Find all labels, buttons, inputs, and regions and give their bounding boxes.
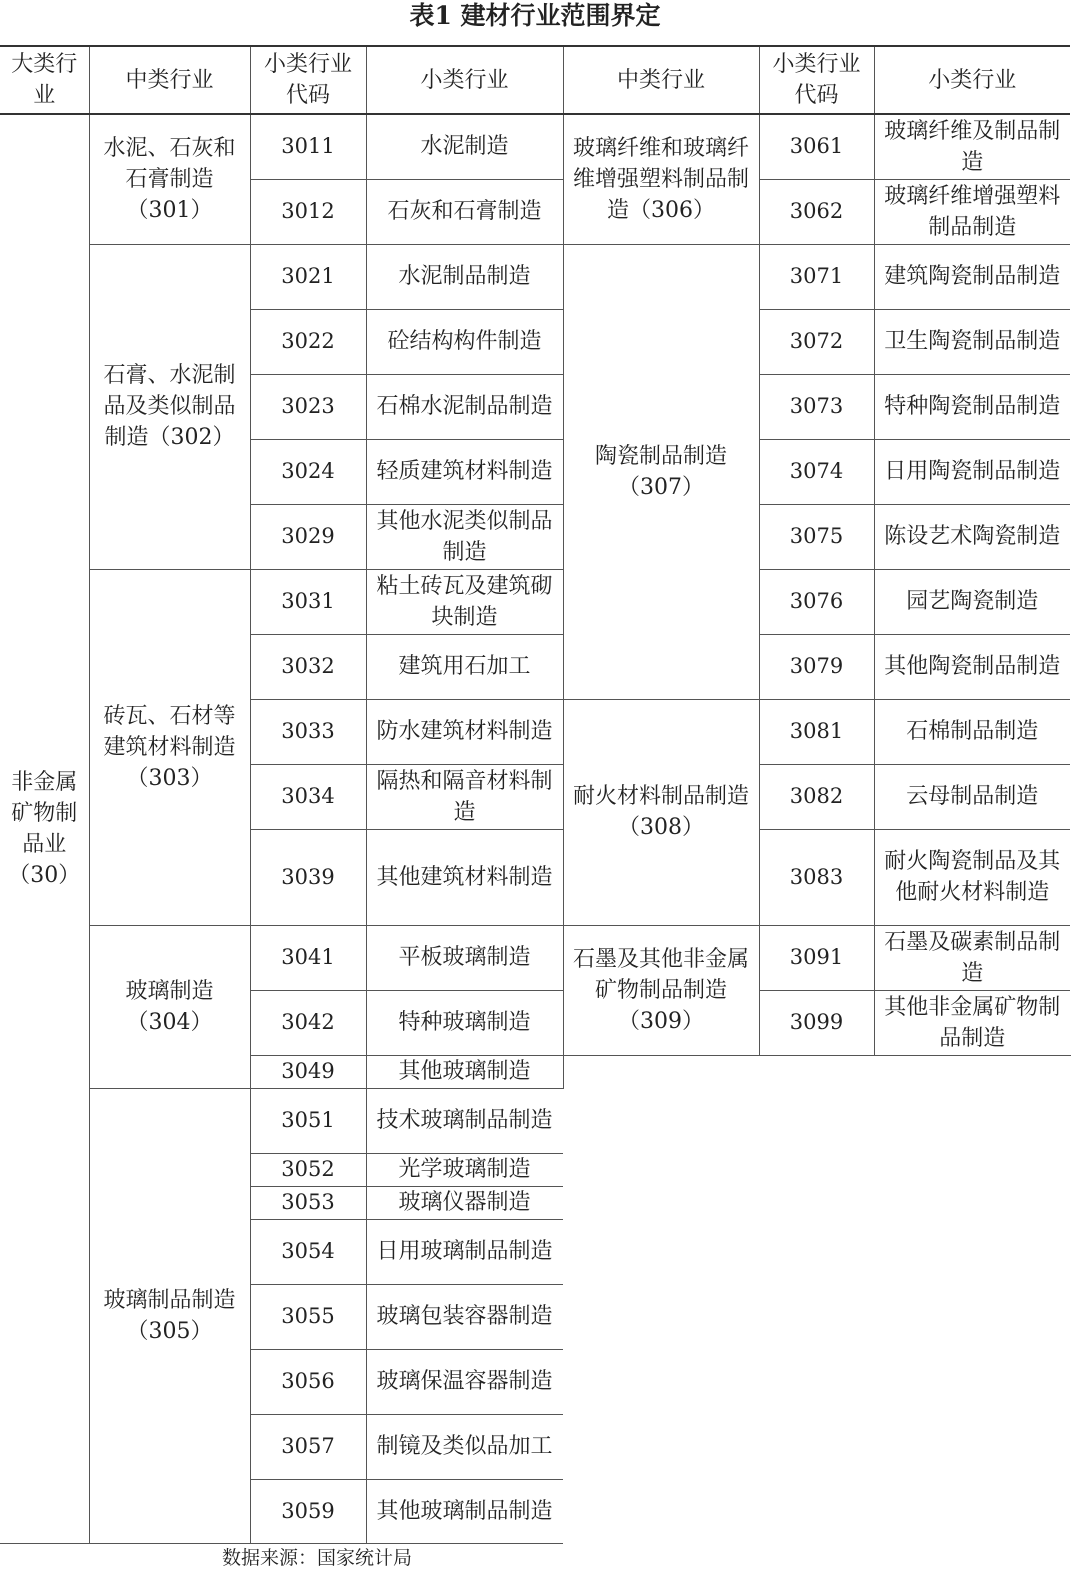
code-cell: 3049 bbox=[250, 1055, 366, 1088]
code-cell: 3057 bbox=[250, 1414, 366, 1479]
minor-cell: 粘土砖瓦及建筑砌块制造 bbox=[366, 569, 563, 634]
code-cell: 3021 bbox=[250, 244, 366, 309]
group-306: 玻璃纤维和玻璃纤维增强塑料制品制造（306） bbox=[563, 114, 759, 244]
header-row bbox=[0, 46, 1070, 114]
group-302: 石膏、水泥制品及类似制品制造（302） bbox=[89, 244, 250, 569]
code-cell: 3042 bbox=[250, 990, 366, 1055]
minor-cell: 耐火陶瓷制品及其他耐火材料制造 bbox=[874, 829, 1070, 925]
code-cell: 3031 bbox=[250, 569, 366, 634]
minor-cell: 玻璃纤维增强塑料制品制造 bbox=[874, 179, 1070, 244]
code-cell: 3073 bbox=[759, 374, 874, 439]
group-305: 玻璃制品制造（305） bbox=[89, 1088, 250, 1543]
header-major: 大类行业 bbox=[0, 46, 89, 114]
industry-table bbox=[0, 45, 1071, 1544]
table-row bbox=[0, 925, 1070, 990]
data-source-note: 数据来源：国家统计局 bbox=[222, 1547, 413, 1569]
minor-cell: 防水建筑材料制造 bbox=[366, 699, 563, 764]
code-cell: 3029 bbox=[250, 504, 366, 569]
code-cell: 3012 bbox=[250, 179, 366, 244]
minor-cell: 石灰和石膏制造 bbox=[366, 179, 563, 244]
code-cell: 3062 bbox=[759, 179, 874, 244]
group-307: 陶瓷制品制造（307） bbox=[563, 244, 759, 699]
code-cell: 3053 bbox=[250, 1186, 366, 1219]
minor-cell: 光学玻璃制造 bbox=[366, 1153, 563, 1186]
code-cell: 3032 bbox=[250, 634, 366, 699]
code-cell: 3011 bbox=[250, 114, 366, 179]
code-cell: 3061 bbox=[759, 114, 874, 179]
code-cell: 3074 bbox=[759, 439, 874, 504]
code-cell: 3082 bbox=[759, 764, 874, 829]
group-303: 砖瓦、石材等建筑材料制造（303） bbox=[89, 569, 250, 925]
code-cell: 3091 bbox=[759, 925, 874, 990]
code-cell: 3059 bbox=[250, 1479, 366, 1543]
minor-cell: 玻璃保温容器制造 bbox=[366, 1349, 563, 1414]
minor-cell: 其他建筑材料制造 bbox=[366, 829, 563, 925]
code-cell: 3076 bbox=[759, 569, 874, 634]
code-cell: 3055 bbox=[250, 1284, 366, 1349]
minor-cell: 特种陶瓷制品制造 bbox=[874, 374, 1070, 439]
minor-cell: 砼结构构件制造 bbox=[366, 309, 563, 374]
minor-cell: 水泥制品制造 bbox=[366, 244, 563, 309]
header-code-left: 小类行业代码 bbox=[250, 46, 366, 114]
table-row bbox=[0, 114, 1070, 179]
table-title: 表1 建材行业范围界定 bbox=[409, 1, 661, 30]
code-cell: 3034 bbox=[250, 764, 366, 829]
minor-cell: 玻璃包装容器制造 bbox=[366, 1284, 563, 1349]
minor-cell: 隔热和隔音材料制造 bbox=[366, 764, 563, 829]
code-cell: 3075 bbox=[759, 504, 874, 569]
code-cell: 3039 bbox=[250, 829, 366, 925]
code-cell: 3033 bbox=[250, 699, 366, 764]
group-309: 石墨及其他非金属矿物制品制造（309） bbox=[563, 925, 759, 1055]
minor-cell: 日用玻璃制品制造 bbox=[366, 1219, 563, 1284]
code-cell: 3051 bbox=[250, 1088, 366, 1153]
header-mid-right: 中类行业 bbox=[563, 46, 759, 114]
empty-area bbox=[563, 1055, 1070, 1543]
header-mid-left: 中类行业 bbox=[89, 46, 250, 114]
minor-cell: 建筑用石加工 bbox=[366, 634, 563, 699]
minor-cell: 石棉水泥制品制造 bbox=[366, 374, 563, 439]
minor-cell: 其他非金属矿物制品制造 bbox=[874, 990, 1070, 1055]
minor-cell: 其他水泥类似制品制造 bbox=[366, 504, 563, 569]
code-cell: 3023 bbox=[250, 374, 366, 439]
code-cell: 3071 bbox=[759, 244, 874, 309]
minor-cell: 平板玻璃制造 bbox=[366, 925, 563, 990]
header-code-right: 小类行业代码 bbox=[759, 46, 874, 114]
minor-cell: 特种玻璃制造 bbox=[366, 990, 563, 1055]
code-cell: 3022 bbox=[250, 309, 366, 374]
group-308: 耐火材料制品制造（308） bbox=[563, 699, 759, 925]
minor-cell: 园艺陶瓷制造 bbox=[874, 569, 1070, 634]
minor-cell: 技术玻璃制品制造 bbox=[366, 1088, 563, 1153]
minor-cell: 卫生陶瓷制品制造 bbox=[874, 309, 1070, 374]
minor-cell: 陈设艺术陶瓷制造 bbox=[874, 504, 1070, 569]
minor-cell: 玻璃纤维及制品制造 bbox=[874, 114, 1070, 179]
table-row bbox=[0, 569, 1070, 634]
group-301: 水泥、石灰和石膏制造（301） bbox=[89, 114, 250, 244]
header-minor-right: 小类行业 bbox=[874, 46, 1070, 114]
code-cell: 3052 bbox=[250, 1153, 366, 1186]
code-cell: 3099 bbox=[759, 990, 874, 1055]
major-industry-cell: 非金属矿物制品业（30） bbox=[0, 114, 89, 1543]
minor-cell: 其他陶瓷制品制造 bbox=[874, 634, 1070, 699]
minor-cell: 其他玻璃制品制造 bbox=[366, 1479, 563, 1543]
code-cell: 3079 bbox=[759, 634, 874, 699]
minor-cell: 石棉制品制造 bbox=[874, 699, 1070, 764]
minor-cell: 石墨及碳素制品制造 bbox=[874, 925, 1070, 990]
code-cell: 3072 bbox=[759, 309, 874, 374]
minor-cell: 玻璃仪器制造 bbox=[366, 1186, 563, 1219]
header-minor-left: 小类行业 bbox=[366, 46, 563, 114]
code-cell: 3083 bbox=[759, 829, 874, 925]
minor-cell: 制镜及类似品加工 bbox=[366, 1414, 563, 1479]
code-cell: 3056 bbox=[250, 1349, 366, 1414]
code-cell: 3024 bbox=[250, 439, 366, 504]
code-cell: 3041 bbox=[250, 925, 366, 990]
group-304: 玻璃制造（304） bbox=[89, 925, 250, 1088]
minor-cell: 云母制品制造 bbox=[874, 764, 1070, 829]
table-row bbox=[0, 244, 1070, 309]
minor-cell: 建筑陶瓷制品制造 bbox=[874, 244, 1070, 309]
minor-cell: 日用陶瓷制品制造 bbox=[874, 439, 1070, 504]
code-cell: 3054 bbox=[250, 1219, 366, 1284]
minor-cell: 水泥制造 bbox=[366, 114, 563, 179]
minor-cell: 其他玻璃制造 bbox=[366, 1055, 563, 1088]
minor-cell: 轻质建筑材料制造 bbox=[366, 439, 563, 504]
code-cell: 3081 bbox=[759, 699, 874, 764]
